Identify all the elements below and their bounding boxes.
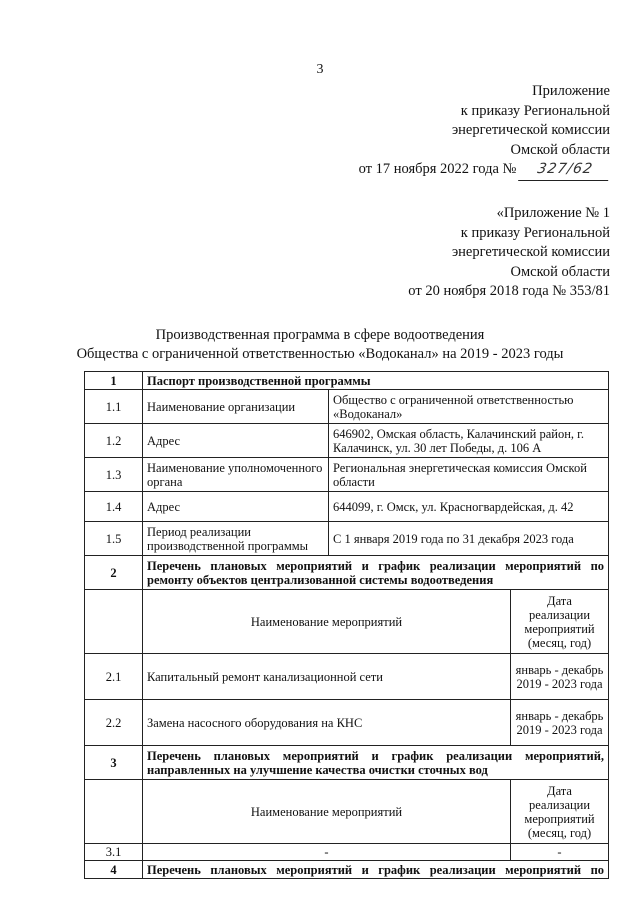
row-value: 644099, г. Омск, ул. Красногвардейская, д. 42 bbox=[329, 492, 609, 522]
row-activity: Замена насосного оборудования на КНС bbox=[143, 700, 511, 746]
order-number-handwritten: 327/62 bbox=[518, 160, 612, 181]
column-header-date: Дата реализации мероприятий (месяц, год) bbox=[511, 780, 609, 844]
section-3-header-row bbox=[85, 746, 609, 780]
section-4-header-row bbox=[85, 861, 609, 879]
column-header-name: Наименование мероприятий bbox=[143, 590, 511, 654]
appendix-line: «Приложение № 1 bbox=[496, 205, 610, 221]
appendix-header bbox=[359, 82, 610, 181]
table-row bbox=[85, 844, 609, 861]
program-table bbox=[84, 371, 609, 879]
row-activity: - bbox=[143, 844, 511, 861]
previous-appendix-header bbox=[408, 204, 610, 302]
row-number: 2.1 bbox=[85, 654, 143, 700]
section-title: Перечень плановых мероприятий и график реализации мероприятий, направленных на улучшение качества очистки сточных вод bbox=[143, 746, 609, 780]
table-row bbox=[85, 458, 609, 492]
row-label: Период реализации производственной программы bbox=[143, 522, 329, 556]
table-row bbox=[85, 700, 609, 746]
appendix-date: от 17 ноября 2022 года № bbox=[358, 161, 517, 177]
table-row bbox=[85, 492, 609, 522]
section-number: 3 bbox=[85, 746, 143, 780]
row-date: январь - декабрь 2019 - 2023 года bbox=[511, 654, 609, 700]
appendix-date-line bbox=[359, 160, 610, 181]
row-number: 3.1 bbox=[85, 844, 143, 861]
row-number: 2.2 bbox=[85, 700, 143, 746]
document-title bbox=[0, 326, 640, 364]
row-label: Адрес bbox=[143, 492, 329, 522]
appendix-line: к приказу Региональной bbox=[460, 224, 610, 241]
section-number: 2 bbox=[85, 556, 143, 590]
column-header-date: Дата реализации мероприятий (месяц, год) bbox=[511, 590, 609, 654]
section-number: 4 bbox=[85, 861, 143, 879]
section-2-header-row bbox=[85, 556, 609, 590]
appendix-line: от 20 ноября 2018 года № 353/81 bbox=[408, 283, 610, 299]
row-number: 1.5 bbox=[85, 522, 143, 556]
table-row bbox=[85, 390, 609, 424]
row-value: 646902, Омская область, Калачинский район, г. Калачинск, ул. 30 лет Победы, д. 106 А bbox=[329, 424, 609, 458]
table-row bbox=[85, 522, 609, 556]
page-number: 3 bbox=[316, 62, 324, 77]
appendix-line: к приказу Региональной bbox=[460, 102, 610, 119]
section-title: Перечень плановых мероприятий и график реализации мероприятий по ремонту объектов централизованной системы водоотведения bbox=[143, 556, 609, 590]
section-title: Паспорт производственной программы bbox=[143, 372, 609, 390]
column-header-name: Наименование мероприятий bbox=[143, 780, 511, 844]
row-date: январь - декабрь 2019 - 2023 года bbox=[511, 700, 609, 746]
appendix-line: Омской области bbox=[510, 141, 610, 158]
title-line-1: Производственная программа в сфере водоотведения bbox=[155, 327, 485, 343]
row-number: 1.2 bbox=[85, 424, 143, 458]
row-number: 1.1 bbox=[85, 390, 143, 424]
table-row bbox=[85, 654, 609, 700]
section-number: 1 bbox=[85, 372, 143, 390]
row-number: 1.4 bbox=[85, 492, 143, 522]
row-value: Общество с ограниченной ответственностью «Водоканал» bbox=[329, 390, 609, 424]
row-label: Наименование уполномоченного органа bbox=[143, 458, 329, 492]
row-label: Адрес bbox=[143, 424, 329, 458]
appendix-line: Приложение bbox=[532, 83, 610, 99]
row-activity: Капитальный ремонт канализационной сети bbox=[143, 654, 511, 700]
appendix-line: энергетической комиссии bbox=[451, 122, 610, 138]
appendix-line: Омской области bbox=[510, 263, 610, 280]
section-title: Перечень плановых мероприятий и график реализации мероприятий по bbox=[143, 861, 609, 879]
appendix-line: энергетической комиссии bbox=[451, 244, 610, 260]
passport-header-row bbox=[85, 372, 609, 390]
column-header-row bbox=[85, 590, 609, 654]
row-date: - bbox=[511, 844, 609, 861]
table-row bbox=[85, 424, 609, 458]
row-label: Наименование организации bbox=[143, 390, 329, 424]
row-number: 1.3 bbox=[85, 458, 143, 492]
title-line-2: Общества с ограниченной ответственностью «Водоканал» на 2019 - 2023 годы bbox=[76, 346, 564, 362]
row-value: Региональная энергетическая комиссия Омской области bbox=[329, 458, 609, 492]
row-value: С 1 января 2019 года по 31 декабря 2023 года bbox=[329, 522, 609, 556]
column-header-row bbox=[85, 780, 609, 844]
